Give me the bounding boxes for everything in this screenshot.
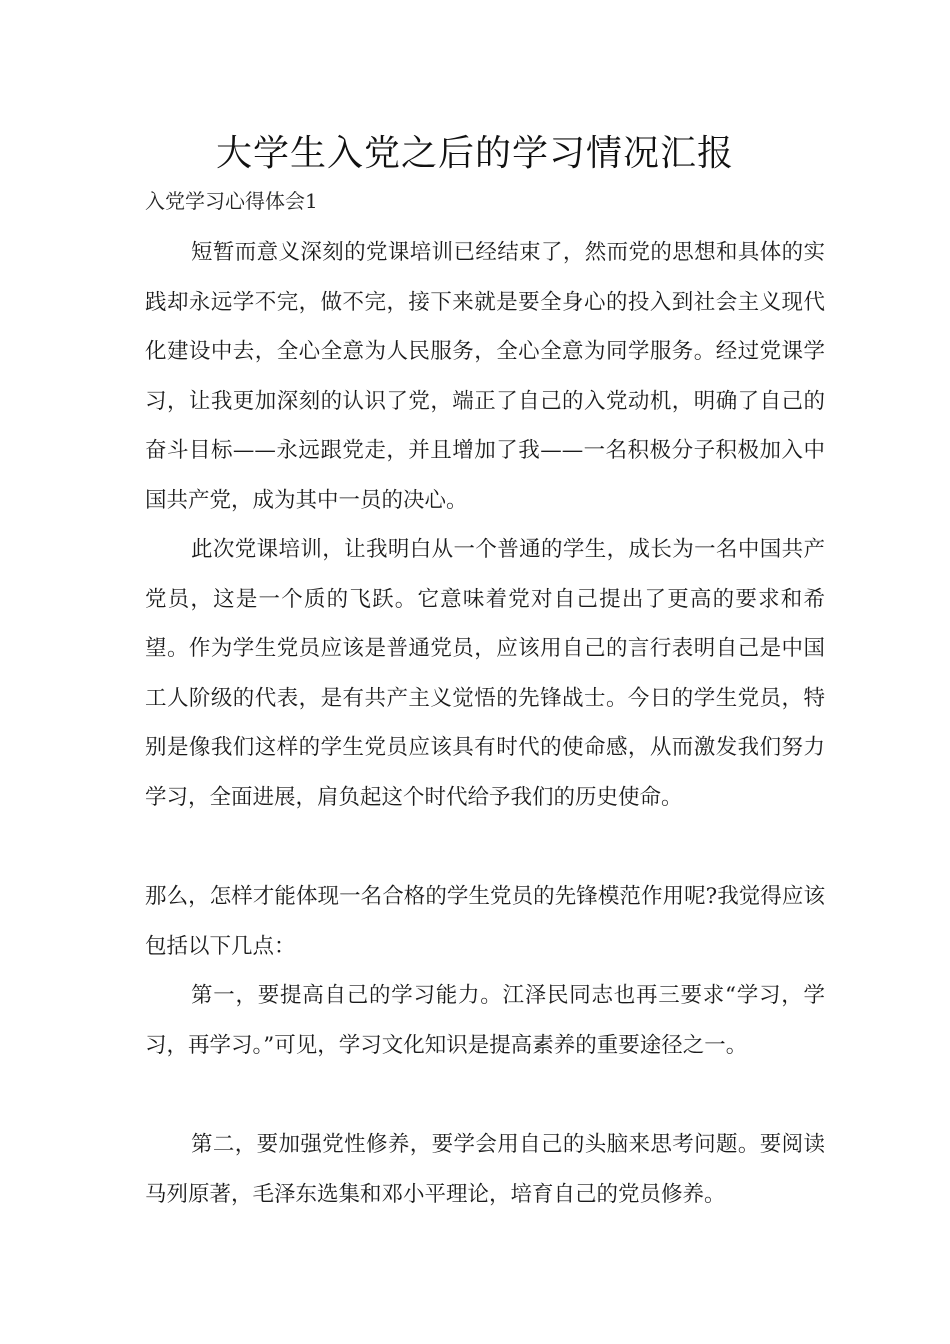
- document-subtitle: 入党学习心得体会1: [145, 189, 318, 213]
- document-title: 大学生入党之后的学习情况汇报: [215, 133, 734, 174]
- paragraph-3: 那么，怎样才能体现一名合格的学生党员的先锋模范作用呢?我觉得应该包括以下几点：: [145, 884, 825, 959]
- paragraph-5: 第二，要加强党性修养，要学会用自己的头脑来思考问题。要阅读马列原著，毛泽东选集和邓小平理论，培育自己的党员修养。: [145, 1132, 825, 1207]
- paragraph-2: 此次党课培训，让我明白从一个普通的学生，成长为一名中国共产党员，这是一个质的飞跃。它意味着党对自己提出了更高的要求和希望。作为学生党员应该是普通党员，应该用自己的言行表明自己是中国工人阶级的代表，是有共产主义觉悟的先锋战士。今日的学生党员，特别是像我们这样的学生党员应该具有时代的使命感，从而激发我们努力学习，全面进展，肩负起这个时代给予我们的历史使命。: [145, 537, 825, 810]
- paragraph-4: 第一，要提高自己的学习能力。江泽民同志也再三要求“学习，学习，再学习。”可见，学习文化知识是提高素养的重要途径之一。: [145, 983, 825, 1058]
- paragraph-1: 短暂而意义深刻的党课培训已经结束了，然而党的思想和具体的实践却永远学不完，做不完，接下来就是要全身心的投入到社会主义现代化建设中去，全心全意为人民服务，全心全意为同学服务。经过党课学习，让我更加深刻的认识了党，端正了自己的入党动机，明确了自己的奋斗目标——永远跟党走，并且增加了我——一名积极分子积极加入中国共产党，成为其中一员的决心。: [145, 240, 825, 513]
